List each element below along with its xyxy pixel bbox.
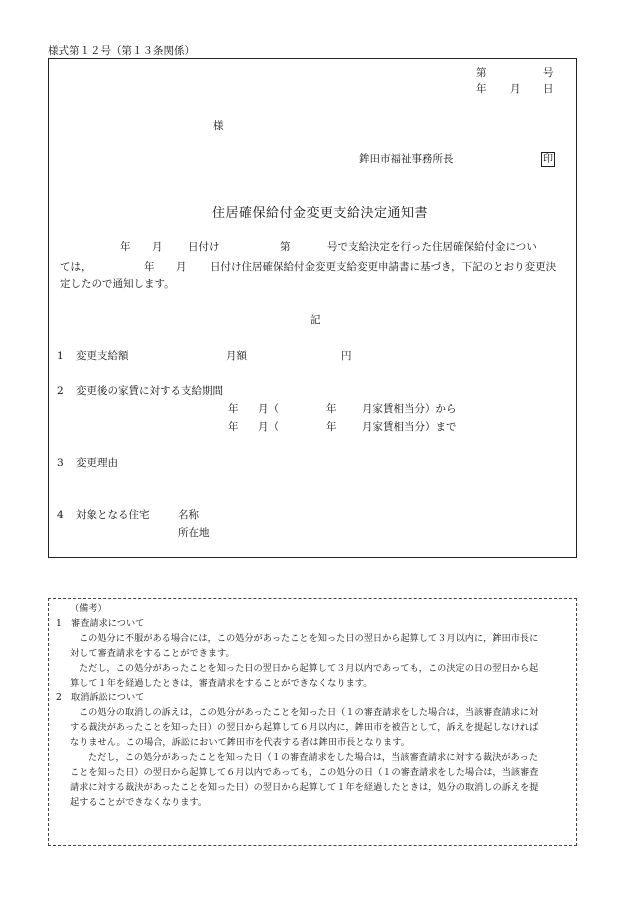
item4-num: 4 <box>57 509 64 521</box>
item1-label: 変更支給額 <box>76 350 129 362</box>
ki-heading: 記 <box>310 314 321 326</box>
item2-from-year2: 年 <box>326 403 337 415</box>
item2-from-month: 月（ <box>258 403 279 415</box>
item1-num: 1 <box>57 350 64 362</box>
number-dai: 第 <box>476 67 487 79</box>
form-label: 様式第１２号（第１３条関係） <box>48 45 195 57</box>
item2-from-rest: 月家賃相当分）から <box>362 403 457 415</box>
seal-mark: 印 <box>543 154 553 165</box>
remarks-heading: （備考） <box>70 603 107 614</box>
remarks-s1-line4: 算して１年を経過したときは，審査請求をすることができなくなります。 <box>70 678 373 689</box>
remarks-s2-line7: 起することができなくなります。 <box>70 797 208 808</box>
item1-yen: 円 <box>341 350 352 362</box>
body-l2-month: 月 <box>176 261 187 273</box>
body-l1-dai: 第 <box>280 241 291 253</box>
item2-to-year: 年 <box>228 421 239 433</box>
number-go: 号 <box>543 67 554 79</box>
remarks-s2-title: 2 取消訴訟について <box>56 692 145 703</box>
body-l1-rest: 号で支給決定を行った住居確保給付金につい <box>327 241 537 253</box>
item4-address: 所在地 <box>178 527 210 539</box>
body-l2-year: 年 <box>144 261 155 273</box>
item1-monthly: 月額 <box>226 350 247 362</box>
remarks-s2-line3: なりません。この場合，訴訟において鉾田市を代表する者は鉾田市長となります。 <box>70 737 410 748</box>
item2-to-rest: 月家賃相当分）まで <box>362 421 457 433</box>
addressee-sama: 様 <box>213 120 224 132</box>
remarks-s2-line6: 請求に対する裁決があったことを知った日）の翌日から起算して１年を経過したときは，処分の取消しの訴えを提 <box>70 782 539 793</box>
body-l1-month: 月 <box>152 241 163 253</box>
item2-to-year2: 年 <box>326 421 337 433</box>
body-l2-start: ては， <box>60 261 92 273</box>
item2-from-year: 年 <box>228 403 239 415</box>
remarks-s1-line2: 対して審査請求をすることができます。 <box>70 648 235 659</box>
date-month: 月 <box>510 83 521 95</box>
body-l3: 定したので通知します。 <box>60 278 175 290</box>
body-l2-rest: 日付け住居確保給付金変更支給変更申請書に基づき，下記のとおり変更決 <box>210 261 557 273</box>
remarks-s2-line2: する裁決があったことを知った日）の翌日から起算して６月以内に，鉾田市を被告として，訴えを提起しなければ <box>70 722 539 733</box>
item3-num: 3 <box>57 457 64 469</box>
remarks-s2-line5: ことを知った日）の翌日から起算して６月以内であっても，この処分の日（１の審査請求をした場合は，当該審査 <box>70 767 539 778</box>
remarks-s1-line1: この処分に不服がある場合には，この処分があったことを知った日の翌日から起算して３月以内に，鉾田市長に <box>79 633 539 644</box>
item4-name: 名称 <box>178 509 199 521</box>
date-day: 日 <box>543 83 554 95</box>
remarks-s2-line4: ただし，この処分があったことを知った日（１の審査請求をした場合は，当該審査請求に対する裁決があった <box>88 752 539 763</box>
item2-to-month: 月（ <box>258 421 279 433</box>
item4-label: 対象となる住宅 <box>76 509 150 521</box>
item2-label: 変更後の家賃に対する支給期間 <box>76 385 223 397</box>
body-l1-year: 年 <box>120 241 131 253</box>
remarks-s2-line1: この処分の取消しの訴えは，この処分があったことを知った日（１の審査請求をした場合は，当該審査請求に対 <box>79 707 539 718</box>
issuer-name: 鉾田市福祉事務所長 <box>359 153 454 165</box>
remarks-s1-line3: ただし，この処分があったことを知った日の翌日から起算して３月以内であっても，この決定の日の翌日から起 <box>79 663 539 674</box>
item3-label: 変更理由 <box>76 457 118 469</box>
document-title: 住居確保給付金変更支給決定通知書 <box>212 206 429 221</box>
remarks-s1-title: 1 審査請求について <box>56 618 145 629</box>
notice-form <box>48 58 577 558</box>
body-l1-day: 日付け <box>188 241 220 253</box>
item2-num: 2 <box>57 385 64 397</box>
date-year: 年 <box>476 83 487 95</box>
